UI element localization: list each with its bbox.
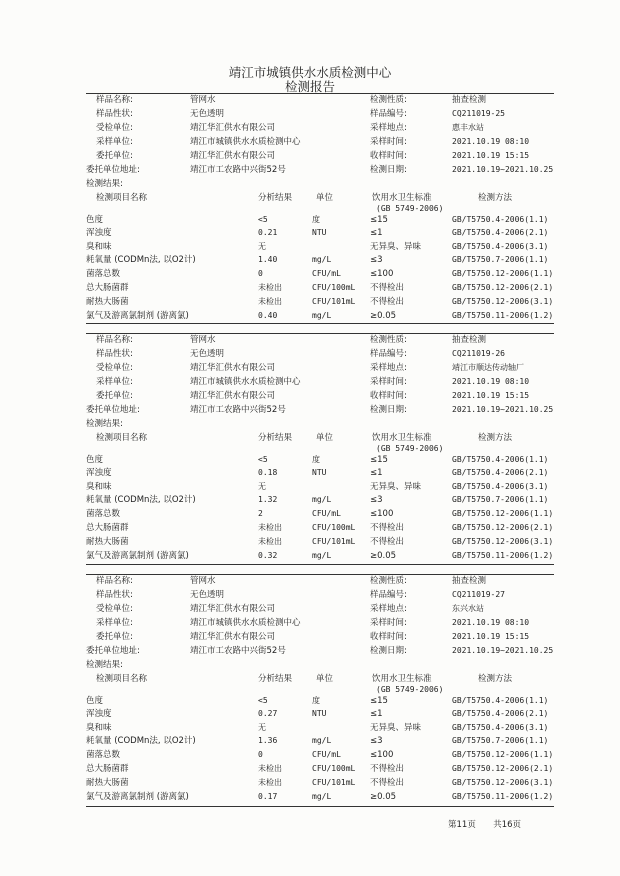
standard-colony-count: ≤100 <box>370 269 394 279</box>
method-odor-taste: GB/T5750.4-2006(3.1) <box>452 482 549 491</box>
entrust-unit-value: 靖江华汇供水有限公司 <box>190 391 276 401</box>
result-thermo-coliform: 未检出 <box>258 537 282 546</box>
standard-odor-taste: 无异臭、异味 <box>370 242 422 252</box>
item-colony-count: 菌落总数 <box>86 750 121 760</box>
item-turbidity: 浑浊度 <box>86 468 112 478</box>
test-date-value: 2021.10.19~2021.10.25 <box>452 646 554 655</box>
sample-location-label: 采样地点: <box>370 123 407 133</box>
result-codmn: 1.36 <box>258 736 278 745</box>
client-unit-label: 受检单位: <box>96 123 133 133</box>
section-end-divider <box>86 564 554 565</box>
method-colony-count: GB/T5750.12-2006(1.1) <box>452 509 554 518</box>
result-colony-count: 0 <box>258 750 263 759</box>
standard-total-coliform: 不得检出 <box>370 764 405 774</box>
item-colony-count: 菌落总数 <box>86 509 121 519</box>
standard-turbidity: ≤1 <box>370 468 383 478</box>
col-header-standard: 饮用水卫生标准 <box>372 433 432 443</box>
sample-no-value: CQ211019-25 <box>452 109 505 118</box>
item-total-coliform: 总大肠菌群 <box>86 764 129 774</box>
col-header-method: 检测方法 <box>478 433 513 443</box>
result-color: <5 <box>258 696 268 705</box>
sample-unit-label: 采样单位: <box>96 137 133 147</box>
col-header-standard-code: (GB 5749-2006) <box>376 204 444 213</box>
entrust-unit-label: 委托单位: <box>96 151 133 161</box>
unit-free-chlorine: mg/L <box>312 792 332 801</box>
sample-unit-label: 采样单位: <box>96 618 133 628</box>
method-codmn: GB/T5750.7-2006(1.1) <box>452 736 549 745</box>
unit-colony-count: CFU/mL <box>312 269 341 278</box>
entrust-unit-label: 委托单位: <box>96 391 133 401</box>
sample-property-label: 样品性状: <box>96 349 133 359</box>
item-thermo-coliform: 耐热大肠菌 <box>86 778 129 788</box>
sample-property-value: 无色透明 <box>190 349 225 359</box>
result-free-chlorine: 0.40 <box>258 311 278 320</box>
section-divider <box>86 574 554 575</box>
item-codmn: 耗氧量 (CODMn法, 以O2计) <box>86 255 196 265</box>
entrust-address-value: 靖江市工农路中兴街52号 <box>190 165 286 175</box>
col-header-unit: 单位 <box>316 674 334 684</box>
item-turbidity: 浑浊度 <box>86 709 112 719</box>
client-unit-value: 靖江华汇供水有限公司 <box>190 604 276 614</box>
item-turbidity: 浑浊度 <box>86 228 112 238</box>
sample-no-label: 样品编号: <box>370 349 407 359</box>
receive-time-value: 2021.10.19 15:15 <box>452 632 530 641</box>
result-color: <5 <box>258 455 268 464</box>
unit-thermo-coliform: CFU/101mL <box>312 778 356 787</box>
item-free-chlorine: 氯气及游离氯制剂 (游离氯) <box>86 311 189 321</box>
sample-time-label: 采样时间: <box>370 377 407 387</box>
item-total-coliform: 总大肠菌群 <box>86 283 129 293</box>
item-codmn: 耗氧量 (CODMn法, 以O2计) <box>86 736 196 746</box>
unit-color: 度 <box>312 696 320 705</box>
standard-codmn: ≤3 <box>370 736 383 746</box>
report-subtitle: 检测报告 <box>284 79 335 94</box>
result-odor-taste: 无 <box>258 723 266 732</box>
result-codmn: 1.40 <box>258 255 278 264</box>
inspection-type-label: 检测性质: <box>370 335 407 345</box>
col-header-method: 检测方法 <box>478 193 513 203</box>
sample-location-value: 靖江市顺达传动轴厂 <box>452 363 524 372</box>
method-total-coliform: GB/T5750.12-2006(2.1) <box>452 283 554 292</box>
result-colony-count: 2 <box>258 509 263 518</box>
receive-time-label: 收样时间: <box>370 632 407 642</box>
method-total-coliform: GB/T5750.12-2006(2.1) <box>452 523 554 532</box>
client-unit-label: 受检单位: <box>96 363 133 373</box>
method-free-chlorine: GB/T5750.11-2006(1.2) <box>452 551 554 560</box>
method-turbidity: GB/T5750.4-2006(2.1) <box>452 228 549 237</box>
sample-name-label: 样品名称: <box>96 576 133 586</box>
sample-no-label: 样品编号: <box>370 590 407 600</box>
page-total: 共16页 <box>493 820 522 830</box>
sample-location-value: 惠丰水站 <box>452 123 484 132</box>
results-label: 检测结果: <box>86 660 123 670</box>
unit-total-coliform: CFU/100mL <box>312 283 356 292</box>
item-odor-taste: 臭和味 <box>86 482 112 492</box>
result-turbidity: 0.21 <box>258 228 278 237</box>
unit-turbidity: NTU <box>312 468 327 477</box>
inspection-type-value: 抽查检测 <box>452 95 487 105</box>
item-thermo-coliform: 耐热大肠菌 <box>86 537 129 547</box>
entrust-address-label: 委托单位地址: <box>86 405 140 415</box>
standard-codmn: ≤3 <box>370 495 383 505</box>
results-label: 检测结果: <box>86 179 123 189</box>
inspection-type-label: 检测性质: <box>370 95 407 105</box>
client-unit-value: 靖江华汇供水有限公司 <box>190 123 276 133</box>
standard-free-chlorine: ≥0.05 <box>370 311 397 321</box>
receive-time-value: 2021.10.19 15:15 <box>452 151 530 160</box>
result-thermo-coliform: 未检出 <box>258 297 282 306</box>
inspection-type-label: 检测性质: <box>370 576 407 586</box>
section-end-divider <box>86 323 554 324</box>
sample-property-value: 无色透明 <box>190 109 225 119</box>
col-header-item: 检测项目名称 <box>96 193 148 203</box>
unit-codmn: mg/L <box>312 495 332 504</box>
standard-free-chlorine: ≥0.05 <box>370 792 397 802</box>
method-turbidity: GB/T5750.4-2006(2.1) <box>452 709 549 718</box>
standard-turbidity: ≤1 <box>370 709 383 719</box>
standard-thermo-coliform: 不得检出 <box>370 297 405 307</box>
col-header-item: 检测项目名称 <box>96 674 148 684</box>
unit-codmn: mg/L <box>312 255 332 264</box>
unit-free-chlorine: mg/L <box>312 311 332 320</box>
client-unit-label: 受检单位: <box>96 604 133 614</box>
result-total-coliform: 未检出 <box>258 523 282 532</box>
sample-location-label: 采样地点: <box>370 604 407 614</box>
col-header-unit: 单位 <box>316 433 334 443</box>
unit-total-coliform: CFU/100mL <box>312 523 356 532</box>
standard-color: ≤15 <box>370 696 388 706</box>
sample-no-value: CQ211019-26 <box>452 349 505 358</box>
sample-location-label: 采样地点: <box>370 363 407 373</box>
sample-no-label: 样品编号: <box>370 109 407 119</box>
entrust-unit-label: 委托单位: <box>96 632 133 642</box>
section-divider <box>86 333 554 334</box>
result-turbidity: 0.18 <box>258 468 278 477</box>
item-color: 色度 <box>86 215 104 225</box>
standard-codmn: ≤3 <box>370 255 383 265</box>
receive-time-value: 2021.10.19 15:15 <box>452 391 530 400</box>
sample-name-value: 管网水 <box>190 335 216 345</box>
standard-color: ≤15 <box>370 215 388 225</box>
item-odor-taste: 臭和味 <box>86 723 112 733</box>
col-header-standard-code: (GB 5749-2006) <box>376 444 444 453</box>
col-header-item: 检测项目名称 <box>96 433 148 443</box>
sample-name-value: 管网水 <box>190 576 216 586</box>
standard-turbidity: ≤1 <box>370 228 383 238</box>
standard-color: ≤15 <box>370 455 388 465</box>
sample-no-value: CQ211019-27 <box>452 590 505 599</box>
test-date-value: 2021.10.19~2021.10.25 <box>452 405 554 414</box>
method-odor-taste: GB/T5750.4-2006(3.1) <box>452 242 549 251</box>
page-indicator <box>448 820 521 830</box>
test-date-label: 检测日期: <box>370 165 407 175</box>
entrust-address-value: 靖江市工农路中兴街52号 <box>190 646 286 656</box>
unit-free-chlorine: mg/L <box>312 551 332 560</box>
method-turbidity: GB/T5750.4-2006(2.1) <box>452 468 549 477</box>
item-color: 色度 <box>86 455 104 465</box>
col-header-result: 分析结果 <box>258 674 293 684</box>
result-colony-count: 0 <box>258 269 263 278</box>
result-odor-taste: 无 <box>258 482 266 491</box>
item-colony-count: 菌落总数 <box>86 269 121 279</box>
entrust-unit-value: 靖江华汇供水有限公司 <box>190 632 276 642</box>
method-codmn: GB/T5750.7-2006(1.1) <box>452 495 549 504</box>
sample-property-value: 无色透明 <box>190 590 225 600</box>
col-header-unit: 单位 <box>316 193 334 203</box>
method-color: GB/T5750.4-2006(1.1) <box>452 696 549 705</box>
section-end-divider <box>86 806 554 807</box>
sample-unit-value: 靖江市城镇供水水质检测中心 <box>190 137 301 147</box>
sample-property-label: 样品性状: <box>96 109 133 119</box>
receive-time-label: 收样时间: <box>370 391 407 401</box>
results-label: 检测结果: <box>86 419 123 429</box>
method-thermo-coliform: GB/T5750.12-2006(3.1) <box>452 778 554 787</box>
method-colony-count: GB/T5750.12-2006(1.1) <box>452 269 554 278</box>
unit-colony-count: CFU/mL <box>312 509 341 518</box>
unit-turbidity: NTU <box>312 709 327 718</box>
method-codmn: GB/T5750.7-2006(1.1) <box>452 255 549 264</box>
sample-time-label: 采样时间: <box>370 137 407 147</box>
result-codmn: 1.32 <box>258 495 278 504</box>
standard-odor-taste: 无异臭、异味 <box>370 482 422 492</box>
sample-unit-value: 靖江市城镇供水水质检测中心 <box>190 618 301 628</box>
sample-location-value: 东兴水站 <box>452 604 484 613</box>
result-odor-taste: 无 <box>258 242 266 251</box>
standard-free-chlorine: ≥0.05 <box>370 551 397 561</box>
inspection-type-value: 抽查检测 <box>452 335 487 345</box>
section-divider <box>86 93 554 94</box>
unit-thermo-coliform: CFU/101mL <box>312 537 356 546</box>
inspection-type-value: 抽查检测 <box>452 576 487 586</box>
sample-time-value: 2021.10.19 08:10 <box>452 377 530 386</box>
method-colony-count: GB/T5750.12-2006(1.1) <box>452 750 554 759</box>
result-total-coliform: 未检出 <box>258 283 282 292</box>
entrust-address-value: 靖江市工农路中兴街52号 <box>190 405 286 415</box>
standard-colony-count: ≤100 <box>370 750 394 760</box>
unit-codmn: mg/L <box>312 736 332 745</box>
sample-property-label: 样品性状: <box>96 590 133 600</box>
method-free-chlorine: GB/T5750.11-2006(1.2) <box>452 311 554 320</box>
item-odor-taste: 臭和味 <box>86 242 112 252</box>
sample-time-label: 采样时间: <box>370 618 407 628</box>
unit-turbidity: NTU <box>312 228 327 237</box>
unit-total-coliform: CFU/100mL <box>312 764 356 773</box>
unit-color: 度 <box>312 455 320 464</box>
item-free-chlorine: 氯气及游离氯制剂 (游离氯) <box>86 551 189 561</box>
entrust-address-label: 委托单位地址: <box>86 165 140 175</box>
result-turbidity: 0.27 <box>258 709 278 718</box>
method-total-coliform: GB/T5750.12-2006(2.1) <box>452 764 554 773</box>
result-free-chlorine: 0.32 <box>258 551 278 560</box>
result-color: <5 <box>258 215 268 224</box>
col-header-result: 分析结果 <box>258 433 293 443</box>
method-color: GB/T5750.4-2006(1.1) <box>452 215 549 224</box>
sample-time-value: 2021.10.19 08:10 <box>452 137 530 146</box>
standard-thermo-coliform: 不得检出 <box>370 778 405 788</box>
receive-time-label: 收样时间: <box>370 151 407 161</box>
method-free-chlorine: GB/T5750.11-2006(1.2) <box>452 792 554 801</box>
result-total-coliform: 未检出 <box>258 764 282 773</box>
item-free-chlorine: 氯气及游离氯制剂 (游离氯) <box>86 792 189 802</box>
col-header-standard-code: (GB 5749-2006) <box>376 685 444 694</box>
standard-thermo-coliform: 不得检出 <box>370 537 405 547</box>
method-odor-taste: GB/T5750.4-2006(3.1) <box>452 723 549 732</box>
test-date-label: 检测日期: <box>370 405 407 415</box>
sample-name-value: 管网水 <box>190 95 216 105</box>
sample-unit-value: 靖江市城镇供水水质检测中心 <box>190 377 301 387</box>
item-color: 色度 <box>86 696 104 706</box>
entrust-address-label: 委托单位地址: <box>86 646 140 656</box>
standard-total-coliform: 不得检出 <box>370 283 405 293</box>
method-thermo-coliform: GB/T5750.12-2006(3.1) <box>452 537 554 546</box>
col-header-standard: 饮用水卫生标准 <box>372 193 432 203</box>
sample-unit-label: 采样单位: <box>96 377 133 387</box>
method-color: GB/T5750.4-2006(1.1) <box>452 455 549 464</box>
standard-total-coliform: 不得检出 <box>370 523 405 533</box>
sample-name-label: 样品名称: <box>96 335 133 345</box>
col-header-method: 检测方法 <box>478 674 513 684</box>
unit-colony-count: CFU/mL <box>312 750 341 759</box>
result-free-chlorine: 0.17 <box>258 792 278 801</box>
item-total-coliform: 总大肠菌群 <box>86 523 129 533</box>
test-date-label: 检测日期: <box>370 646 407 656</box>
sample-name-label: 样品名称: <box>96 95 133 105</box>
page-number: 第11页 <box>448 820 476 830</box>
unit-color: 度 <box>312 215 320 224</box>
test-date-value: 2021.10.19~2021.10.25 <box>452 165 554 174</box>
col-header-result: 分析结果 <box>258 193 293 203</box>
standard-colony-count: ≤100 <box>370 509 394 519</box>
report-org-title: 靖江市城镇供水水质检测中心 <box>228 65 392 80</box>
entrust-unit-value: 靖江华汇供水有限公司 <box>190 151 276 161</box>
item-thermo-coliform: 耐热大肠菌 <box>86 297 129 307</box>
item-codmn: 耗氧量 (CODMn法, 以O2计) <box>86 495 196 505</box>
col-header-standard: 饮用水卫生标准 <box>372 674 432 684</box>
standard-odor-taste: 无异臭、异味 <box>370 723 422 733</box>
client-unit-value: 靖江华汇供水有限公司 <box>190 363 276 373</box>
unit-thermo-coliform: CFU/101mL <box>312 297 356 306</box>
method-thermo-coliform: GB/T5750.12-2006(3.1) <box>452 297 554 306</box>
result-thermo-coliform: 未检出 <box>258 778 282 787</box>
sample-time-value: 2021.10.19 08:10 <box>452 618 530 627</box>
